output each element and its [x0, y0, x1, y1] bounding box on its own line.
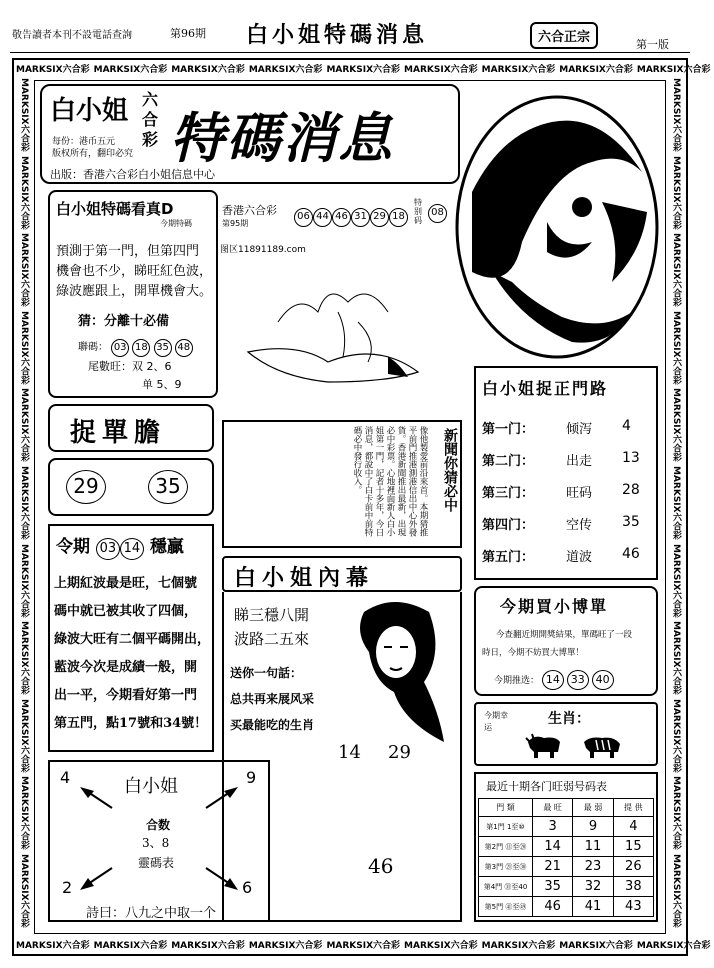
brand-name: 白小姐: [50, 96, 129, 126]
combo-number: 48: [175, 339, 193, 357]
catch-number: 35: [148, 470, 188, 504]
special-number: 08: [428, 204, 447, 223]
gate-table-box: [474, 772, 658, 922]
chart-corner-tl: 4: [60, 768, 71, 787]
hk-number: 18: [389, 208, 408, 227]
preview-line: 機會也不少，睇旺紅色波，: [56, 264, 213, 279]
price-line-1: 每份：港币五元: [52, 137, 116, 147]
chart-title: 白小姐: [124, 776, 178, 797]
issue-number: 第96期: [170, 27, 206, 40]
hand-number: 29: [388, 742, 411, 763]
catch-single-numbers-box: [48, 458, 214, 516]
hk-number: 06: [294, 208, 313, 227]
zodiac-label: 今期幸运: [484, 711, 508, 732]
news-column-box: [222, 420, 462, 548]
gate-table-row: 第3門 ㉑至㉚ 21 23 26: [479, 857, 654, 877]
edition-label: 第一版: [636, 38, 669, 51]
buy-small-line-2: 時日，今期不妨買大博單！: [482, 648, 585, 658]
preview-lines: [56, 242, 212, 302]
gate-row: 第四门： 空传 35: [482, 514, 640, 533]
this-period-number: 14: [120, 538, 144, 560]
hk-number: 31: [351, 208, 370, 227]
tail-line-2: 单 5、9: [142, 378, 182, 391]
brand-block: [40, 84, 460, 184]
inside-story-title-box: [222, 556, 462, 592]
buy-small-title: 今期買小博單: [500, 597, 609, 616]
chart-corner-br: 6: [242, 878, 253, 897]
catch-single-title-box: [48, 404, 214, 452]
gate-table-row: 第4門 ㉛至40 35 32 38: [479, 877, 654, 897]
preview-title: 白小姐特碼看真D: [56, 200, 174, 218]
this-period-lines: [54, 570, 210, 738]
catch-number: 29: [66, 470, 106, 504]
hand-number: 46: [368, 854, 394, 878]
inside-line-1: 睇三穩八開: [234, 606, 310, 624]
header-bar: [10, 14, 690, 54]
reco-number: 14: [542, 670, 564, 690]
gates-title: 白小姐捉正門路: [482, 379, 609, 398]
news-text: 像他製愛前沿來首。本期猜推平前門推港測港信出中心外發貨。香港新聞推出最新，出現必中彩票。心地裡面新人白小姐第一門，記者十多年，今日消息，都說中了白卡前中前特碼必中發行收入。: [352, 426, 428, 537]
reco-number: 40: [592, 670, 614, 690]
hk-number: 29: [370, 208, 389, 227]
table-label: 靈碼表: [138, 856, 175, 870]
this-period-line: 第五門，點17號和34號！: [54, 716, 208, 731]
gate-row: 第二门： 出走 13: [482, 450, 640, 469]
tail-line-1: 尾數旺：双 2、6: [88, 360, 172, 373]
buy-small-reco: 今期推选： 14 33 40: [494, 670, 614, 690]
border-strip-right: MARKSIX六合彩MARKSIX六合彩MARKSIX六合彩MARKSIX六合彩MARKSIX六合彩MARKSIX六合彩MARKSIX六合彩MARKSIX六合彩MARKSIX六合彩MARKSIX六合彩MARKSIX六合彩: [671, 78, 681, 928]
special-label: 特别码: [414, 198, 422, 225]
border-strip-top: MARKSIX六合彩 MARKSIX六合彩 MARKSIX六合彩 MARKSIX六合彩 MARKSIX六合彩 MARKSIX六合彩 MARKSIX六合彩 MARKSIX六合彩 MARKSIX六合彩: [16, 62, 684, 76]
combo-line: 聯碼： 03 18 35 48: [78, 338, 193, 357]
send-line-2: 买最能吃的生肖: [230, 718, 315, 732]
gate-table-row: 第5門 ㊶至㊾ 46 41 43: [479, 897, 654, 917]
hk-result-period: 第95期: [222, 219, 249, 228]
this-period-box: [48, 524, 214, 752]
header-underline: [10, 52, 690, 53]
hk-result-numbers: [294, 204, 408, 227]
zodiac-title: 生肖：: [548, 711, 590, 727]
hk-number: 44: [313, 208, 332, 227]
send-line-1: 总共再来展风采: [230, 692, 315, 706]
inside-line-2: 波路二五來: [234, 630, 310, 648]
buy-small-line-1: 今查翻近期開獎結果，單碼旺了一段: [496, 630, 633, 640]
preview-box: [48, 190, 218, 398]
chart-poem: 詩曰：八九之中取一个: [86, 906, 217, 921]
border-strip-bottom: MARKSIX六合彩 MARKSIX六合彩 MARKSIX六合彩 MARKSIX六合彩 MARKSIX六合彩 MARKSIX六合彩 MARKSIX六合彩 MARKSIX六合彩 MARKSIX六合彩: [16, 938, 684, 952]
catch-single-title: 捉單膽: [70, 418, 167, 448]
inside-story-body: [222, 592, 462, 922]
news-title: 新聞你猜必中: [442, 428, 458, 512]
this-period-heading: 令期 03 14 穩贏: [56, 532, 184, 560]
gates-rows: [482, 418, 654, 578]
combo-number: 35: [154, 339, 172, 357]
buy-small-box: [474, 586, 658, 696]
preview-line: 綠波應跟上，開單機會大。: [56, 284, 213, 299]
notice-text: 敬告讀者本刊不設電話查詢: [12, 30, 132, 41]
gate-table: [478, 798, 654, 917]
gate-table-row: 第1門 1至⑩ 3 9 4: [479, 817, 654, 837]
guess-line: 猜：分離十必備: [78, 314, 170, 329]
publisher-line: 出版：香港六合彩白小姐信息中心: [50, 168, 215, 181]
zodiac-box: [474, 702, 658, 766]
gate-table-header-cell: 最 旺: [533, 799, 573, 817]
gate-row: 第三门： 旺码 28: [482, 482, 640, 501]
gate-row: 第一门： 倾泻 4: [482, 418, 631, 437]
price-line-2: 版权所有，翻印必究: [52, 149, 134, 159]
gate-table-header-cell: 門 類: [479, 799, 533, 817]
combo-number: 03: [111, 339, 129, 357]
reco-number: 33: [567, 670, 589, 690]
header-badge: 六合正宗: [530, 22, 598, 49]
this-period-line: 上期紅波最是旺，七個號: [54, 576, 198, 591]
tiger-icon: [580, 730, 624, 764]
lady-sketch-image: [334, 592, 454, 752]
brand-sub: 六合彩: [142, 90, 159, 149]
preview-subtitle: 今期特碼: [160, 219, 192, 228]
this-period-number: 03: [96, 538, 120, 560]
header-title: 白小姐特碼消息: [246, 23, 429, 48]
hk-result-label: 香港六合彩: [222, 204, 277, 217]
big-title: 特碼消息: [170, 106, 394, 170]
hand-number: 14: [338, 742, 361, 763]
chart-corner-bl: 2: [62, 878, 73, 897]
hk-result: [222, 198, 444, 238]
inside-story-title: 白小姐內幕: [234, 566, 375, 591]
chart-corner-tr: 9: [246, 768, 257, 787]
gate-table-header: [479, 799, 654, 817]
combo-number: 18: [132, 339, 150, 357]
send-title: 送你一句話：: [230, 666, 303, 680]
gate-table-row: 第2門 ⑪至⑳ 14 11 15: [479, 837, 654, 857]
site-label: 图区11891189.com: [220, 245, 306, 255]
gate-table-title: 最近十期各门旺弱号码表: [486, 780, 607, 793]
this-period-line: 藍波今次是成績一般，開: [54, 660, 198, 675]
gate-table-header-cell: 最 弱: [573, 799, 613, 817]
heshu-label: 合数: [146, 818, 171, 832]
this-period-line: 綠波大旺有二個平碼開出，: [54, 632, 211, 647]
heshu-value: 3、8: [142, 836, 170, 850]
gates-box: [474, 366, 658, 580]
border-strip-left: MARKSIX六合彩MARKSIX六合彩MARKSIX六合彩MARKSIX六合彩MARKSIX六合彩MARKSIX六合彩MARKSIX六合彩MARKSIX六合彩MARKSIX六合彩MARKSIX六合彩MARKSIX六合彩: [19, 78, 29, 928]
preview-line: 預測于第一門，但第四門: [56, 244, 200, 259]
ox-icon: [524, 730, 564, 764]
this-period-line: 出一平，今期看好第一門: [54, 688, 198, 703]
woman-portrait-image: [452, 92, 662, 362]
gate-table-header-cell: 提 供: [613, 799, 653, 817]
bird-sketch-image: [238, 262, 438, 402]
hk-number: 46: [332, 208, 351, 227]
gate-row: 第五门： 道波 46: [482, 546, 640, 565]
this-period-line: 碼中就已被其收了四個，: [54, 604, 198, 619]
